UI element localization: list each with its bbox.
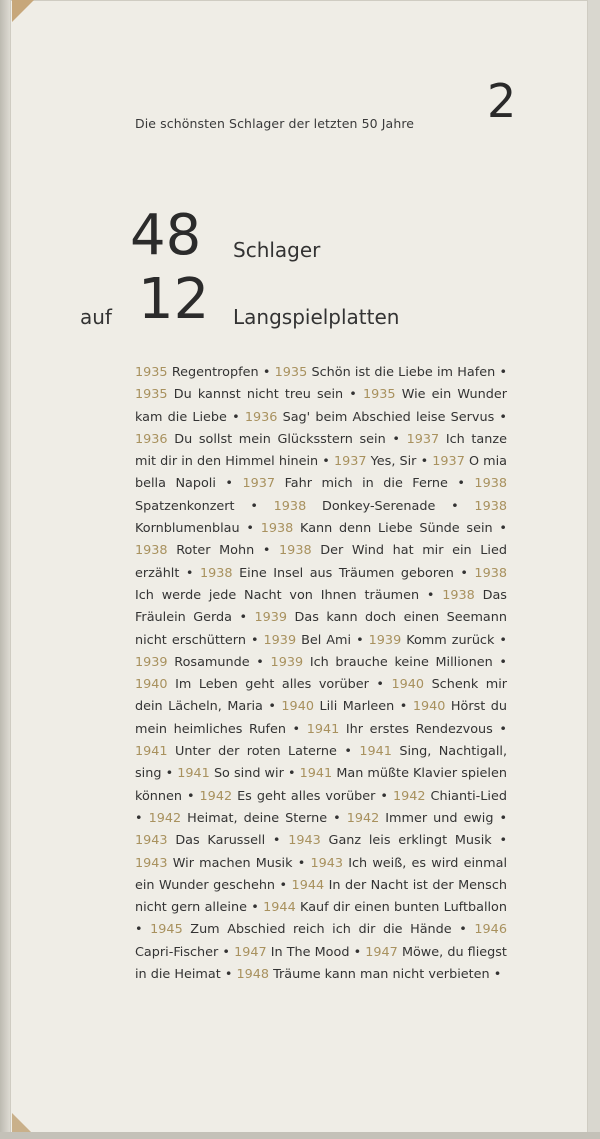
separator-dot: • xyxy=(322,454,330,470)
song-year: 1938 xyxy=(442,587,475,603)
song-year: 1937 xyxy=(432,454,465,470)
song-title: So sind wir xyxy=(213,766,284,782)
separator-dot: • xyxy=(272,833,281,849)
separator-dot: • xyxy=(499,409,507,425)
song-title: Eine Insel aus Träumen geboren xyxy=(239,565,454,581)
song-year: 1943 xyxy=(135,855,168,871)
song-title: Donkey-Serenade xyxy=(321,498,436,514)
song-year: 1939 xyxy=(135,654,168,670)
song-year: 1940 xyxy=(135,677,168,693)
separator-dot: • xyxy=(499,810,508,826)
song-entry xyxy=(334,454,428,469)
song-list xyxy=(135,362,507,986)
separator-dot: • xyxy=(499,365,508,380)
separator-dot: • xyxy=(399,699,408,715)
song-title: Hörst du mein heimliches Rufen xyxy=(135,699,507,737)
song-year: 1938 xyxy=(273,498,307,514)
song-year: 1938 xyxy=(474,565,507,581)
song-title: Kornblumenblau xyxy=(135,521,240,537)
song-entry xyxy=(135,856,305,871)
song-title: Man müßte Klavier spielen können xyxy=(135,766,507,804)
song-year: 1946 xyxy=(474,922,507,938)
song-entry xyxy=(261,521,507,536)
separator-dot: • xyxy=(376,677,384,693)
song-entry xyxy=(135,833,280,848)
separator-dot: • xyxy=(356,632,364,648)
volume-number: 2 xyxy=(487,74,517,128)
song-title: Immer und ewig xyxy=(385,810,494,826)
separator-dot: • xyxy=(186,788,195,804)
song-entry xyxy=(177,766,295,781)
song-entry xyxy=(135,655,264,670)
song-title: Bel Ami xyxy=(301,632,352,648)
song-year: 1943 xyxy=(310,855,344,871)
song-entry xyxy=(135,543,270,558)
separator-dot: • xyxy=(333,810,341,826)
song-title: Chianti-Lied xyxy=(430,788,507,804)
song-year: 1937 xyxy=(242,476,276,492)
record-count: 12 xyxy=(138,267,210,332)
song-title: Yes, Sir xyxy=(370,454,417,470)
song-year: 1940 xyxy=(281,699,314,715)
separator-dot: • xyxy=(349,387,357,403)
song-year: 1947 xyxy=(365,944,398,960)
song-title: Roter Mohn xyxy=(176,543,255,559)
song-year: 1942 xyxy=(199,788,233,804)
song-year: 1937 xyxy=(333,454,367,470)
song-title: Zum Abschied reich ich dir die Hände xyxy=(190,922,452,938)
song-title: Wir machen Musik xyxy=(172,855,293,871)
song-year: 1938 xyxy=(199,565,233,581)
song-entry xyxy=(135,677,384,692)
song-title: Schenk mir dein Lächeln, Maria xyxy=(135,677,508,715)
song-year: 1940 xyxy=(391,677,425,693)
song-entry xyxy=(135,387,357,402)
song-year: 1939 xyxy=(270,654,304,670)
song-year: 1939 xyxy=(254,610,288,626)
song-year: 1943 xyxy=(288,833,321,849)
song-entry xyxy=(149,811,341,826)
prefix-word: auf xyxy=(80,305,112,329)
separator-dot: • xyxy=(460,565,468,581)
song-year: 1938 xyxy=(279,543,312,559)
song-year: 1935 xyxy=(135,365,168,380)
separator-dot: • xyxy=(250,498,258,514)
song-entry xyxy=(135,365,270,380)
song-year: 1938 xyxy=(260,521,294,537)
song-year: 1948 xyxy=(236,967,270,983)
song-entry xyxy=(135,744,352,759)
separator-dot: • xyxy=(225,476,233,492)
song-year: 1942 xyxy=(346,810,380,826)
song-title: Ihr erstes Rendezvous xyxy=(345,721,493,737)
song-title: Das kann doch einen Seemann nicht erschüttern xyxy=(135,610,507,648)
separator-dot: • xyxy=(451,498,459,514)
separator-dot: • xyxy=(292,721,301,737)
song-title: Komm zurück xyxy=(406,632,495,648)
song-count: 48 xyxy=(130,203,202,268)
song-title: Ich werde jede Nacht von Ihnen träumen xyxy=(135,587,420,603)
separator-dot: • xyxy=(426,587,435,603)
song-title: In The Mood xyxy=(270,944,350,960)
song-title: Du kannst nicht treu sein xyxy=(173,387,344,403)
separator-dot: • xyxy=(246,521,254,537)
separator-dot: • xyxy=(262,543,271,559)
separator-dot: • xyxy=(185,565,194,581)
song-title: Unter der roten Laterne xyxy=(175,744,337,760)
song-entry xyxy=(281,699,407,714)
song-year: 1941 xyxy=(177,766,210,782)
separator-dot: • xyxy=(344,744,352,760)
corner-tab-top xyxy=(12,0,34,22)
separator-dot: • xyxy=(262,365,271,380)
separator-dot: • xyxy=(499,721,507,737)
separator-dot: • xyxy=(420,454,429,470)
separator-dot: • xyxy=(256,654,264,670)
separator-dot: • xyxy=(499,521,507,537)
song-title: Der Wind hat mir ein Lied erzählt xyxy=(135,543,507,581)
song-entry xyxy=(200,789,388,804)
separator-dot: • xyxy=(287,766,296,782)
separator-dot: • xyxy=(224,967,233,983)
song-year: 1941 xyxy=(306,721,340,737)
corner-tab-bottom xyxy=(12,1113,32,1133)
song-title: Kann denn Liebe Sünde sein xyxy=(300,521,493,537)
series-title: Die schönsten Schlager der letzten 50 Jahre xyxy=(135,116,415,131)
separator-dot: • xyxy=(459,922,467,938)
separator-dot: • xyxy=(251,900,259,916)
song-entry xyxy=(234,945,361,960)
song-entry xyxy=(288,833,507,848)
sleeve-bottom-edge xyxy=(0,1132,600,1139)
song-title: Ich tanze mit dir in den Himmel hinein xyxy=(135,431,507,470)
separator-dot: • xyxy=(222,944,230,960)
separator-dot: • xyxy=(135,810,143,826)
separator-dot: • xyxy=(499,632,507,648)
song-year: 1943 xyxy=(135,833,168,849)
song-title: Regentropfen xyxy=(171,365,259,380)
song-entry xyxy=(264,633,364,648)
song-entry xyxy=(245,410,507,425)
song-year: 1938 xyxy=(474,498,507,514)
song-title: In der Nacht ist der Mensch nicht gern alleine xyxy=(135,877,507,916)
song-entry xyxy=(307,722,507,737)
song-title: Das Karussell xyxy=(175,833,266,849)
song-year: 1942 xyxy=(392,788,426,804)
song-title: Wie ein Wunder kam die Liebe xyxy=(135,387,507,425)
song-title: Es geht alles vorüber xyxy=(237,788,376,804)
records-word: Langspielplatten xyxy=(233,305,400,329)
song-year: 1937 xyxy=(406,431,440,447)
song-year: 1940 xyxy=(412,699,446,715)
song-entry xyxy=(135,432,400,447)
song-year: 1936 xyxy=(244,409,278,425)
separator-dot: • xyxy=(239,610,248,626)
separator-dot: • xyxy=(165,766,174,782)
separator-dot: • xyxy=(232,409,240,425)
song-title: Das Fräulein Gerda xyxy=(135,587,507,626)
song-year: 1936 xyxy=(135,431,168,447)
separator-dot: • xyxy=(135,922,143,938)
song-year: 1941 xyxy=(299,766,333,782)
separator-dot: • xyxy=(499,833,507,849)
separator-dot: • xyxy=(297,855,306,871)
song-entry xyxy=(150,922,467,937)
song-year: 1939 xyxy=(368,632,402,648)
song-year: 1935 xyxy=(274,365,308,380)
separator-dot: • xyxy=(268,699,276,715)
song-entry xyxy=(369,633,507,648)
song-year: 1941 xyxy=(359,744,392,760)
song-year: 1938 xyxy=(135,543,168,559)
song-title: Im Leben geht alles vorüber xyxy=(175,677,369,693)
song-entry xyxy=(242,476,464,491)
separator-dot: • xyxy=(380,788,388,804)
song-title: Heimat, deine Sterne xyxy=(187,810,328,826)
song-year: 1939 xyxy=(263,632,297,648)
song-title: Ich brauche keine Millionen xyxy=(309,654,493,670)
song-title: Lili Marleen xyxy=(319,699,395,715)
separator-dot: • xyxy=(279,877,288,893)
separator-dot: • xyxy=(499,654,507,670)
song-entry xyxy=(236,967,501,982)
song-year: 1947 xyxy=(234,944,267,960)
separator-dot: • xyxy=(250,632,259,648)
song-entry xyxy=(274,499,459,514)
song-entry xyxy=(275,365,507,380)
song-title: Fahr mich in die Ferne xyxy=(284,476,448,492)
song-title: Du sollst mein Glücksstern sein xyxy=(174,431,386,447)
song-year: 1938 xyxy=(474,476,507,492)
separator-dot: • xyxy=(353,944,362,960)
song-year: 1944 xyxy=(263,900,296,916)
separator-dot: • xyxy=(493,967,502,983)
song-entry xyxy=(200,566,468,581)
song-year: 1941 xyxy=(135,744,168,760)
songs-word: Schlager xyxy=(233,238,321,262)
song-title: Ganz leis erklingt Musik xyxy=(328,833,492,849)
song-title: Möwe, du fliegst in die Heimat xyxy=(135,944,507,983)
song-title: O mia bella Napoli xyxy=(135,454,508,492)
song-title: Capri-Fischer xyxy=(135,944,219,960)
song-title: Sag' beim Abschied leise Servus xyxy=(282,409,495,425)
song-title: Schön ist die Liebe im Hafen xyxy=(311,365,496,380)
separator-dot: • xyxy=(392,431,400,447)
song-year: 1944 xyxy=(291,877,325,893)
song-title: Sing, Nachtigall, sing xyxy=(135,744,508,782)
song-year: 1935 xyxy=(363,387,396,403)
song-title: Rosamunde xyxy=(174,654,250,670)
song-year: 1945 xyxy=(150,922,183,938)
song-year: 1935 xyxy=(135,387,168,403)
song-title: Kauf dir einen bunten Luftballon xyxy=(300,900,507,916)
song-year: 1942 xyxy=(148,810,182,826)
song-title: Träume kann man nicht verbieten xyxy=(273,967,490,983)
separator-dot: • xyxy=(457,476,465,492)
song-entry xyxy=(271,655,507,670)
song-title: Ich weiß, es wird einmal ein Wunder geschehn xyxy=(135,855,508,893)
song-entry xyxy=(347,811,507,826)
song-title: Spatzenkonzert xyxy=(135,498,235,514)
